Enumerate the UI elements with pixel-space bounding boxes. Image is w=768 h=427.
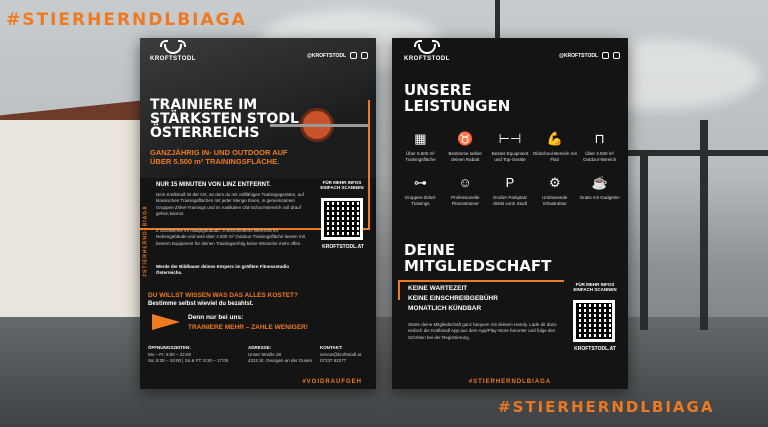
service-text: Großer Parkplatz direkt vorm Stodl: [492, 195, 528, 206]
service-item: [443, 174, 488, 206]
service-icon: ⊓: [594, 130, 605, 146]
left-qr-label: FÜR MEHR INFOS EINFACH SCANNEN: [320, 180, 364, 190]
rig-bar: [620, 150, 768, 156]
services-title: UNSERE LEISTUNGEN: [404, 81, 511, 115]
right-social: @KROFTSTODL: [559, 52, 620, 59]
service-text: Oldschool-Bereich mit Flair: [532, 151, 577, 162]
arrow-icon: [152, 314, 180, 330]
flyer-right: [392, 38, 628, 389]
address-block: ADRESSE: Unser Straße 28 4222 St. Georgen an der Gusen: [248, 345, 313, 364]
question: DU WILLST WISSEN WAS DAS ALLES KOSTET?: [148, 292, 298, 299]
service-item: [488, 174, 533, 206]
service-item: [488, 130, 533, 162]
question-sub: Bestimme selbst wieviel du bezahlst.: [148, 301, 254, 307]
para3: Werde der Bildhauer deines Körpers im größten Fitnessstudio Österreichs.: [156, 264, 289, 276]
service-item: [398, 130, 443, 162]
membership-para: Starte deine Mitgliedschaft ganz bequem mit deinem Handy. Lade dir dazu einfach die Kraftstodl App aus dem App/Play-Store herunter und folge den Schritten bei der Registrierung.: [408, 322, 557, 340]
left-footer-tag: #VOIDRAUFGEH: [302, 379, 362, 385]
para2: 2 Stockwerke im Hauptgebäude, 3 verschiedene Bereiche im Nebengebäude und weit über 4.500 m² Outdoor-Trainingsfläche lassen mit bestem Equipment für deinen Trainingserfolg keine Wünsche mehr offen.: [156, 228, 305, 246]
hours-block: ÖFFNUNGSZEITEN: Mo – Fr: 6:00 – 22:00 Sa: 8:30 – 19:00 | So & FT: 8:30 – 17:00: [148, 345, 229, 364]
service-icon: ♉: [457, 130, 474, 146]
facebook-icon: [613, 52, 620, 59]
service-text: Über 5.500 m² Trainingsfläche: [405, 151, 436, 162]
service-icon: ☺: [458, 175, 472, 191]
qr-code[interactable]: [573, 300, 615, 342]
bull-icon: [418, 44, 436, 54]
services-grid: [398, 130, 622, 207]
right-qr-url[interactable]: KROFTSTODL.AT: [574, 346, 616, 352]
rig-post: [640, 150, 648, 330]
left-headline: TRAINIERE IM STÄRKSTEN STODL ÖSTERREICHS: [150, 97, 299, 141]
left-side-tag: #STIERHERNDLBIAGA: [142, 205, 149, 277]
service-icon: P: [505, 175, 515, 191]
service-icon: ⊶: [413, 175, 427, 191]
facebook-icon: [361, 52, 368, 59]
service-item: [398, 174, 443, 206]
service-icon: ☕: [591, 175, 608, 191]
service-icon: ⊢⊣: [498, 130, 522, 146]
membership-bullets: KEINE WARTEZEIT KEINE EINSCHREIBGEBÜHR MONATLICH KÜNDBAR: [408, 285, 498, 312]
service-icon: ▦: [414, 130, 427, 146]
service-text: Gratis mit Gadgetsn: [579, 195, 620, 201]
bull-icon: [164, 44, 182, 54]
slogan: TRAINIERE MEHR – ZAHLE WENIGER!: [188, 324, 308, 331]
service-icon: 💪: [546, 130, 563, 146]
left-qr-url[interactable]: KROFTSTODL.AT: [322, 244, 364, 250]
service-item: [532, 130, 577, 162]
hashtag-top: #STIERHERNDLBIAGA: [6, 10, 247, 30]
service-item: [443, 130, 488, 162]
right-footer-tag: #STIERHERNDLBIAGA: [468, 379, 552, 385]
left-subline: GANZJÄHRIG IN- UND OUTDOOR AUF ÜBER 5.500 m² TRAININGSFLÄCHE.: [150, 148, 288, 166]
right-qr-label: FÜR MEHR INFOS EINFACH SCANNEN: [573, 282, 617, 292]
instagram-icon: [602, 52, 609, 59]
service-item: [577, 174, 622, 206]
service-item: [577, 130, 622, 162]
house: [0, 120, 140, 340]
service-item: [532, 174, 577, 206]
service-text: Über 4.500 m² Outdoor-Bereich: [583, 151, 617, 162]
service-text: Professionelle Fitnesstrainer: [451, 195, 480, 206]
service-text: Gruppen-Zirkel-Trainings: [404, 195, 437, 206]
qr-code[interactable]: [321, 198, 363, 240]
service-text: Umfassende Infrastruktur: [542, 195, 568, 206]
service-icon: ⚙: [548, 175, 561, 191]
flyer-left: [140, 38, 376, 389]
membership-title: DEINE MITGLIEDSCHAFT: [404, 241, 552, 275]
denn-text: Denn nur bei uns:: [188, 314, 244, 321]
contact-block: KONTAKT: servus@kroftstodl.at 07237 62277: [320, 345, 362, 364]
hashtag-bottom: #STIERHERNDLBIAGA: [498, 398, 715, 416]
instagram-icon: [350, 52, 357, 59]
right-logo: KROFTSTODL: [404, 44, 450, 62]
service-text: Bestimme selber deinen Rabatt: [448, 151, 482, 162]
para1: Dein Kraftstodl ist der Ort, an dem du mit vollfähigen Trainingsgeräten, auf klassischen Trainingsflächen mit jeder Menge Eisen, in gemeinsamen Gruppen-Zirkel-Trainings und im rustikalen Old-School-Bereich voll drauf gehen kannst.: [156, 192, 304, 216]
left-logo: KROFTSTODL: [150, 44, 196, 62]
distance-text: NUR 15 MINUTEN VON LINZ ENTFERNT.: [156, 182, 271, 188]
service-text: Bestes Equipment und Top-Geräte: [491, 151, 529, 162]
left-social: @KROFTSTODL: [307, 52, 368, 59]
